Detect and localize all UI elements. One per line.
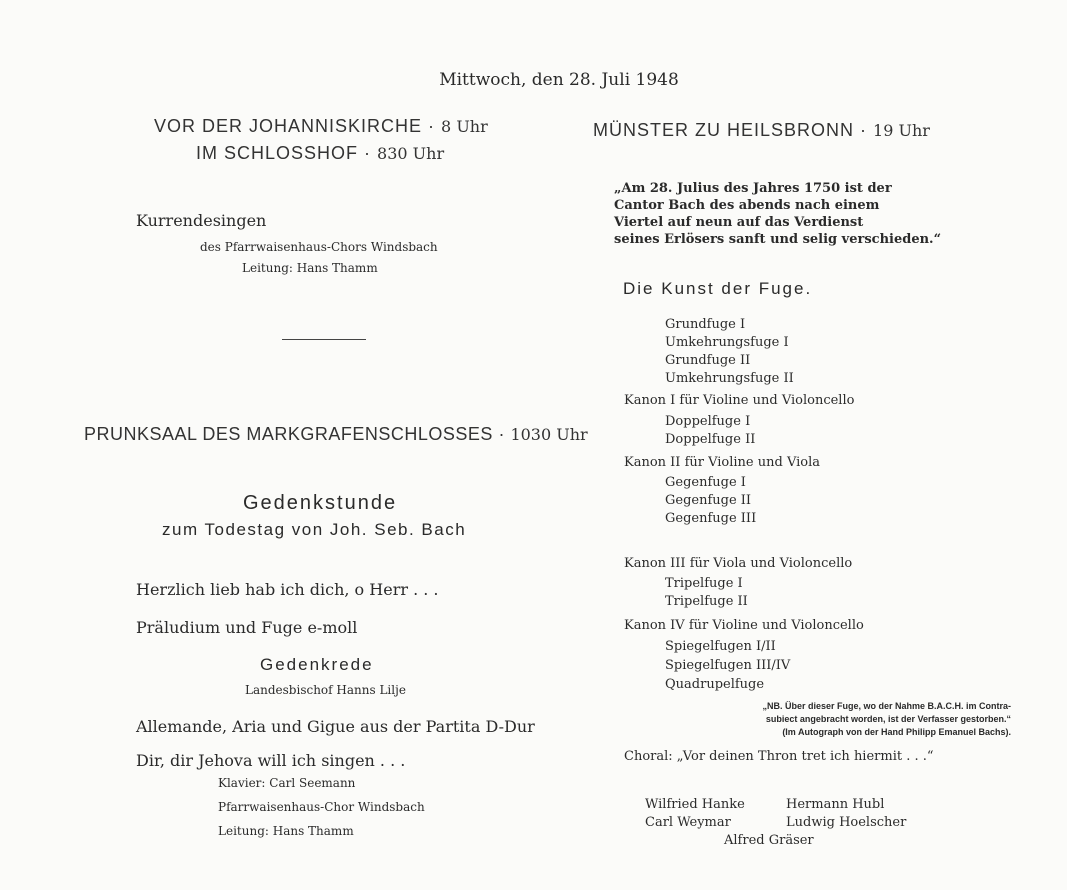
venue-time: 8 Uhr (441, 117, 488, 136)
kanon-1: Kanon I für Violine und Violoncello (624, 393, 855, 408)
program-item-1: Herzlich lieb hab ich dich, o Herr . . . (136, 580, 439, 599)
program-group-5 (665, 637, 790, 694)
venue-name: VOR DER JOHANNISKIRCHE (154, 116, 423, 136)
program-entry: Tripelfuge II (665, 594, 748, 609)
performer: Carl Weymar (645, 815, 731, 830)
program-entry: Spiegelfugen I/II (665, 639, 776, 654)
program-entry: Quadrupelfuge (665, 677, 765, 692)
performer: Alfred Gräser (724, 833, 814, 848)
divider (282, 339, 366, 340)
program-entry: Doppelfuge I (665, 414, 751, 429)
performer: Hermann Hubl (786, 797, 885, 812)
choir-leitung: Leitung: Hans Thamm (218, 824, 354, 838)
program-group-3 (665, 474, 756, 528)
speaker: Landesbischof Hanns Lilje (245, 683, 406, 697)
program-group-4 (665, 575, 748, 611)
kurrende-choir: des Pfarrwaisenhaus-Chors Windsbach (200, 240, 438, 254)
pianist: Klavier: Carl Seemann (218, 776, 356, 790)
performer: Ludwig Hoelscher (786, 815, 907, 830)
kanon-4: Kanon IV für Violine und Violoncello (624, 618, 864, 633)
gedenkstunde-subtitle: zum Todestag von Joh. Seb. Bach (162, 520, 467, 539)
program-entry: Doppelfuge II (665, 432, 756, 447)
gedenkstunde-title: Gedenkstunde (243, 492, 398, 514)
quote-line: „Am 28. Julius des Jahres 1750 ist der (614, 181, 892, 196)
kanon-2: Kanon II für Violine und Viola (624, 455, 821, 470)
venue-prunksaal: PRUNKSAAL DES MARKGRAFENSCHLOSSES · 1030 Uhr (84, 424, 588, 444)
venue-name: IM SCHLOSSHOF (196, 143, 359, 163)
gedenkrede: Gedenkrede (260, 655, 374, 674)
venue-time: 1030 Uhr (510, 425, 588, 444)
concert-date: Mittwoch, den 28. Juli 1948 (439, 70, 679, 90)
choir: Pfarrwaisenhaus-Chor Windsbach (218, 800, 425, 814)
program-item-3: Allemande, Aria und Gigue aus der Partita D-Dur (136, 717, 535, 736)
bach-quote (614, 180, 941, 248)
quote-line: Cantor Bach des abends nach einem (614, 198, 880, 213)
note-line: „NB. Über dieser Fuge, wo der Nahme B.A.C.H. im Contra- (762, 701, 1011, 711)
note-line: (Im Autograph von der Hand Philipp Emanuel Bachs). (782, 727, 1011, 737)
program-group-2 (665, 413, 755, 449)
venue-muenster: MÜNSTER ZU HEILSBRONN · 19 Uhr (593, 120, 930, 140)
program-item-2: Präludium und Fuge e-moll (136, 618, 358, 637)
program-entry: Gegenfuge I (665, 475, 746, 490)
note-line: subiect angebracht worden, ist der Verfasser gestorben.“ (765, 714, 1011, 724)
program-entry: Grundfuge I (665, 317, 746, 332)
program-entry: Gegenfuge II (665, 493, 752, 508)
program-entry: Tripelfuge I (665, 576, 743, 591)
venue-time: 830 Uhr (377, 144, 445, 163)
quote-line: Viertel auf neun auf das Verdienst (614, 215, 864, 230)
performer: Wilfried Hanke (645, 797, 745, 812)
venue-johanniskirche: VOR DER JOHANNISKIRCHE · 8 Uhr (154, 116, 488, 136)
quote-line: seines Erlösers sanft und selig verschieden.“ (614, 232, 942, 247)
program-group-1 (665, 316, 794, 388)
venue-name: PRUNKSAAL DES MARKGRAFENSCHLOSSES (84, 424, 493, 444)
autograph-note (762, 700, 1011, 739)
kunst-der-fuge-title: Die Kunst der Fuge. (623, 279, 813, 298)
program-item-4: Dir, dir Jehova will ich singen . . . (136, 751, 406, 770)
venue-name: MÜNSTER ZU HEILSBRONN (593, 120, 855, 140)
kurrende-title: Kurrendesingen (136, 211, 267, 230)
program-entry: Grundfuge II (665, 353, 751, 368)
program-entry: Gegenfuge III (665, 511, 757, 526)
program-entry: Umkehrungsfuge II (665, 371, 794, 386)
choral: Choral: „Vor deinen Thron tret ich hiermit . . .“ (624, 749, 934, 764)
venue-time: 19 Uhr (873, 121, 930, 140)
program-entry: Spiegelfugen III/IV (665, 658, 791, 673)
program-entry: Umkehrungsfuge I (665, 335, 789, 350)
kanon-3: Kanon III für Viola und Violoncello (624, 556, 853, 571)
venue-schlosshof: IM SCHLOSSHOF · 830 Uhr (196, 143, 445, 163)
kurrende-leitung: Leitung: Hans Thamm (242, 261, 378, 275)
